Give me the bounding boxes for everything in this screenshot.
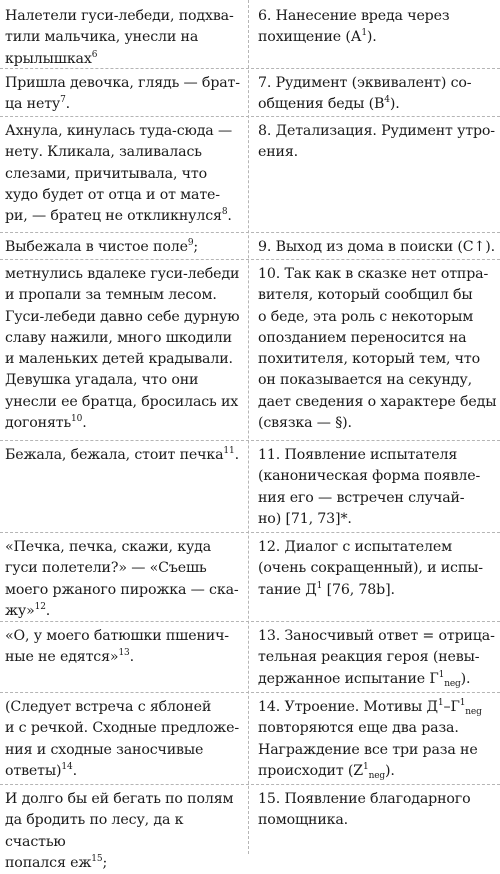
row-divider: [0, 232, 500, 233]
footnote-ref: 7: [60, 95, 66, 106]
analysis-text: 11. Появление испытателя (каноническая форма появле- ния его — встречен случай- но) [71, 73]*.: [258, 447, 481, 527]
text-tail: ;: [193, 239, 199, 255]
text-tail: ;: [102, 854, 108, 871]
text-tail: .: [227, 208, 232, 225]
function-superscript: 1: [437, 698, 444, 708]
tale-text: метнулись вдалеке гуси-лебеди и пропали за темным лесом. Гуси-лебеди давно себе дурную славу нажили, много шкодили и маленьких детей крадывали. Девушка угадала, что они унесли ее братца, бросилась их догонять$^{10}$.: [5, 266, 240, 432]
row-divider: [0, 68, 500, 69]
function-superscript: 4: [384, 95, 390, 106]
row-divider: [0, 116, 500, 117]
text-tail: .: [45, 602, 51, 619]
tale-text: [5, 237, 245, 258]
footnote-ref: 11: [223, 446, 235, 456]
row-divider: [0, 784, 500, 785]
footnote-ref: 6: [91, 49, 98, 60]
text-tail: ).: [366, 29, 377, 46]
tale-text: И долго бы ей бегать по полям да бродить по лесу, да к счастью попался $еж^{15}$;: [5, 791, 234, 871]
function-subscript: neg: [444, 678, 461, 689]
text-tail: .: [234, 447, 239, 463]
analysis-text: 7. Рудимент (эквивалент) со- общения беды $(В^4)$.: [258, 75, 472, 113]
tale-text: «О, у моего батюшки пшенич- ные не едятся»$^{13}$.: [5, 628, 229, 666]
analysis-text: 6. Нанесение вреда через похищение $(А^1)$.: [258, 8, 450, 46]
footnote-ref: 13: [118, 648, 130, 659]
text-tail: ).: [385, 762, 395, 779]
analysis-text: 10. Так как в сказке нет отпра- вителя, который сообщил бы о беде, эта роль с некоторым опозданием переносится на похитителя, который тем, что он показывается на секунду, дает сведения о характере беды (связка — §).: [258, 266, 497, 432]
tale-text: «Печка, печка, скажи, куда гуси полетели?» — «Съешь моего ржаного пирожка — ска- жу»$^{12}$.: [5, 539, 239, 619]
analysis-text: 12. Диалог с испытателем (очень сокращенный), и испы- тание $Д^1$ [76, 78b].: [258, 539, 483, 598]
row-divider: [0, 532, 500, 533]
analysis-text: 9. Выход из дома в поиски (С↑).: [258, 239, 495, 255]
analysis-text: 13. Заносчивый ответ = отрица- тельная реакция героя (невы- держанное испытание $Г^1_{neg}$).: [258, 628, 495, 689]
text-tail: .: [65, 96, 71, 113]
tale-text: Налетели гуси-лебеди, подхва- тили мальчика, унесли на крылышках$^6$: [5, 8, 234, 67]
row-divider: [0, 621, 500, 622]
function-superscript: 1: [459, 698, 466, 708]
row-divider: [0, 692, 500, 693]
footnote-ref: 12: [34, 601, 46, 612]
footnote-ref: 10: [71, 414, 83, 425]
footnote-ref: 9: [187, 238, 194, 248]
analysis-text: 15. Появление благодарного помощника.: [258, 791, 471, 829]
footnote-ref: 8: [221, 207, 228, 218]
text-tail: .: [82, 415, 87, 432]
function-subscript: neg: [465, 707, 482, 717]
function-superscript: 1: [361, 28, 367, 39]
row-divider: [0, 259, 500, 260]
text-tail: ).: [460, 670, 471, 687]
text-tail: ).: [389, 96, 400, 113]
column-divider: [248, 0, 249, 854]
text-main: Бежала, бежала, стоит печка: [5, 447, 224, 463]
text-tail: [76, 78b].: [322, 581, 395, 598]
analysis-text: 14. Утроение. Мотивы $Д^1-Г^1_{neg}$ повторяются еще два раза. Награждение все три раза не происходит $(Z^1_{neg})$.: [258, 698, 482, 781]
text-tail: .: [129, 649, 134, 666]
function-superscript: 1: [316, 580, 323, 591]
text-mid: –Г: [443, 699, 460, 715]
text-main: Выбежала в чистое поле: [5, 239, 188, 255]
tale-text: Ахнула, кинулась туда-сюда — нету. Кликала, заливалась слезами, причитывала, что худо будет от отца и от мате- ри, — братец не откликнулся$^8$.: [5, 123, 232, 225]
function-subscript: neg: [368, 770, 386, 781]
function-superscript: 1: [438, 669, 445, 680]
text-tail: .: [72, 762, 77, 779]
function-superscript: 1: [363, 761, 369, 772]
tale-text: (Следует встреча с яблоней и с речкой. Сходные предложе- ния и сходные заносчивые ответы)$^{14}$.: [5, 699, 240, 779]
footnote-ref: 14: [61, 761, 73, 772]
tale-text: [5, 445, 245, 466]
footnote-ref: 15: [91, 853, 103, 864]
analysis-text: 8. Детализация. Рудимент утро- ения.: [258, 123, 495, 161]
row-divider: [0, 440, 500, 441]
tale-text: Пришла девочка, глядь — брат- ца нету$^7$.: [5, 75, 240, 113]
